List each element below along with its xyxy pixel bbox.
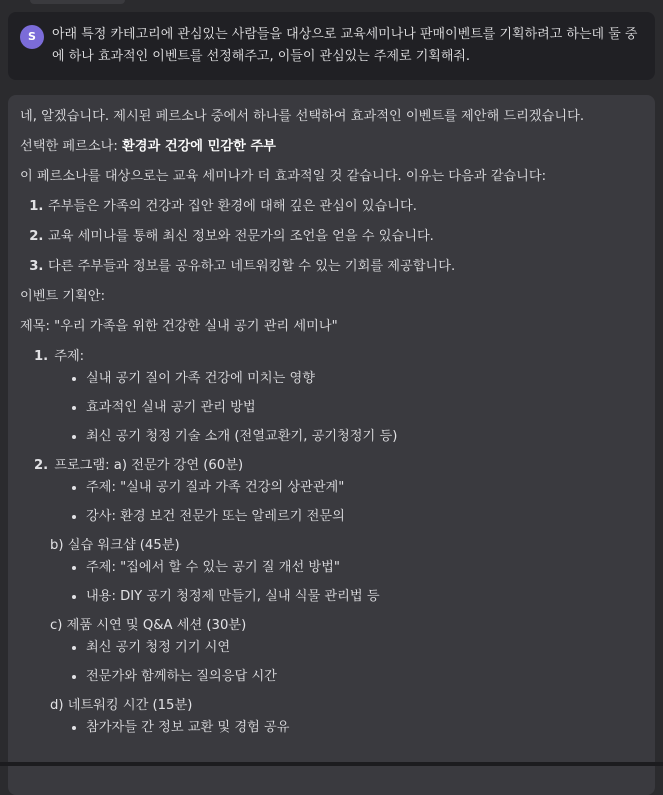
bottom-edge (0, 762, 663, 766)
assistant-message-content (20, 106, 641, 747)
program-c-heading: c) 제품 시연 및 Q&A 세션 (30분) (50, 618, 247, 633)
topic-heading (34, 347, 641, 367)
list-item: • 강사: 환경 보건 전문가 또는 알레르기 전문의 (86, 507, 641, 527)
title-label: 제목: (20, 319, 55, 334)
list-item: • 전문가와 함께하는 질의응답 시간 (86, 667, 641, 687)
plan-section (20, 347, 641, 738)
user-message-text: 아래 특정 카테고리에 관심있는 사람들을 대상으로 교육세미나나 판매이벤트를 기획하려고 하는데 둘 중에 하나 효과적인 이벤트를 선정해주고, 이들이 관심있는 주제로 기획해줘. (52, 27, 638, 64)
assistant-message (8, 95, 655, 795)
user-avatar: S (20, 25, 44, 49)
intro-text: 네, 알겠습니다. 제시된 페르소나 중에서 하나를 선택하여 효과적인 이벤트를 제안해 드리겠습니다. (20, 109, 585, 124)
list-item: • 최신 공기 청정 기술 소개 (전열교환기, 공기청정기 등) (86, 427, 641, 447)
list-item: • 효과적인 실내 공기 관리 방법 (86, 398, 641, 418)
title-value: "우리 가족을 위한 건강한 실내 공기 관리 세미나" (54, 319, 338, 334)
reasons-list (20, 197, 641, 277)
list-item: • 실내 공기 질이 가족 건강에 미치는 영향 (86, 369, 641, 389)
program-d-heading: d) 네트워킹 시간 (15분) (50, 698, 193, 713)
list-item: 1. 주부들은 가족의 건강과 집안 환경에 대해 깊은 관심이 있습니다. (48, 197, 641, 217)
list-item: 2. 교육 세미나를 통해 최신 정보와 전문가의 조언을 얻을 수 있습니다. (48, 227, 641, 247)
list-item: 3. 다른 주부들과 정보를 공유하고 네트워킹할 수 있는 기회를 제공합니다. (48, 257, 641, 277)
program-heading (34, 456, 641, 476)
program-d-list (34, 718, 641, 738)
list-item: • 주제: "실내 공기 질과 가족 건강의 상관관계" (86, 478, 641, 498)
list-item: • 최신 공기 청정 기기 시연 (86, 638, 641, 658)
list-item: • 참가자들 간 정보 교환 및 경험 공유 (86, 718, 641, 738)
program-label: 프로그램: a) 전문가 강연 (60분) (54, 458, 244, 473)
list-item: • 내용: DIY 공기 청정제 만들기, 실내 식물 관리법 등 (86, 587, 641, 607)
topic-label: 주제: (54, 349, 85, 364)
persona-label: 선택한 페르소나: (20, 139, 123, 154)
reason-intro: 이 페르소나를 대상으로는 교육 세미나가 더 효과적일 것 같습니다. 이유는 다음과 같습니다: (20, 169, 547, 184)
topic-number: 1. (34, 349, 49, 364)
user-message (8, 12, 655, 80)
title-line (20, 317, 641, 337)
program-number: 2. (34, 458, 49, 473)
top-scroll-indicator (30, 0, 125, 4)
persona-value: 환경과 건강에 민감한 주부 (122, 139, 276, 154)
program-b-heading: b) 실습 워크샵 (45분) (50, 538, 180, 553)
topics-list (34, 369, 641, 447)
program-c-list (34, 638, 641, 687)
program-a-list (34, 478, 641, 527)
plan-label: 이벤트 기획안: (20, 289, 106, 304)
persona-line (20, 137, 641, 157)
list-item: • 주제: "집에서 할 수 있는 공기 질 개선 방법" (86, 558, 641, 578)
program-b-list (34, 558, 641, 607)
